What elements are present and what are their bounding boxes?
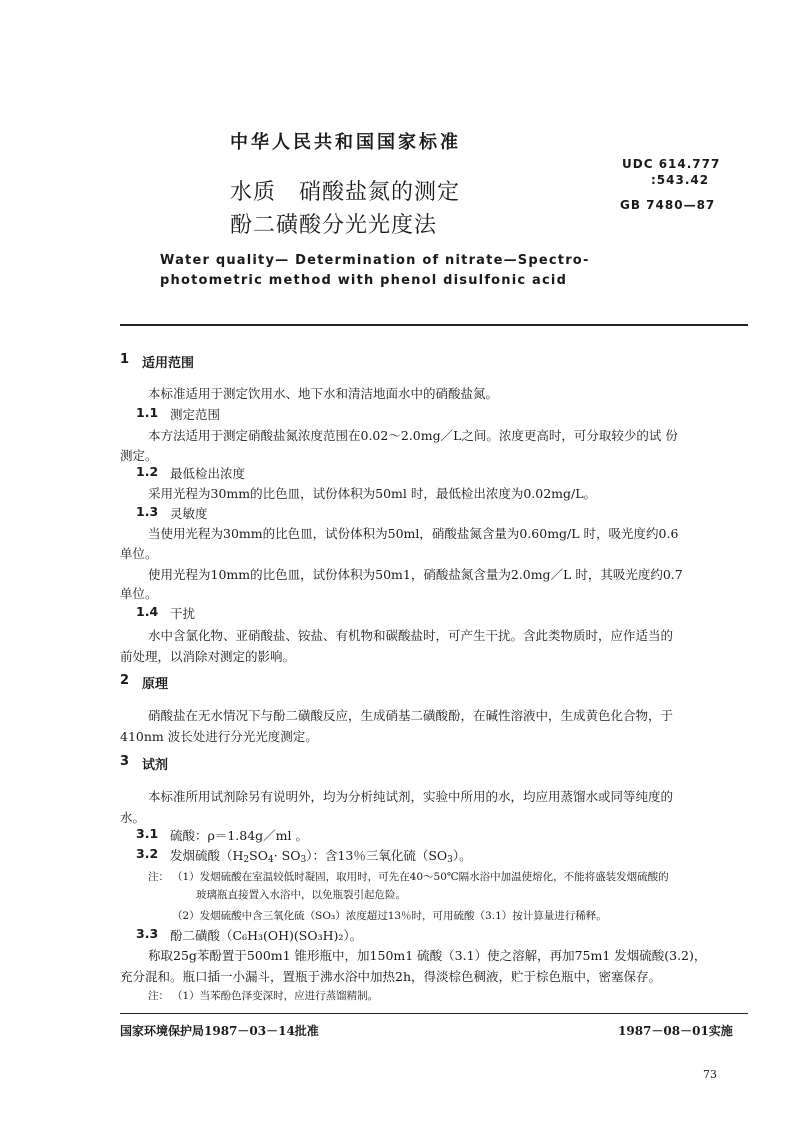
section-3-title: 试剂	[142, 758, 169, 773]
section-1-1-text-line1: 本方法适用于测定硝酸盐氮浓度范围在0.02～2.0mg／L之间。浓度更高时，可分取较少的试 份	[148, 428, 678, 443]
section-1-3-number: 1.3	[136, 504, 159, 519]
section-1-paragraph: 本标准适用于测定饮用水、地下水和清洁地面水中的硝酸盐氮。	[148, 386, 499, 401]
udc-code-line2: :543.42	[651, 173, 710, 187]
section-3-3-text: 酚二磺酸（C₆H₃(OH)(SO₃H)₂）。	[170, 928, 363, 943]
section-3-2-note2: （2）发烟硫酸中含三氧化硫（SO₃）浓度超过13％时，可用硫酸（3.1）按计算量进行稀释。	[172, 910, 607, 922]
section-1-4-number: 1.4	[136, 604, 159, 619]
section-2-number: 2	[120, 673, 130, 688]
section-3-text-line2: 水。	[120, 810, 146, 825]
title-line2: 酚二磺酸分光光度法	[230, 213, 438, 238]
header-divider	[120, 324, 748, 326]
udc-code-line1: UDC 614.777	[622, 157, 721, 171]
section-3-2-number: 3.2	[136, 846, 159, 861]
section-1-1-text-line2: 测定。	[120, 448, 158, 463]
section-1-3-text-line1: 当使用光程为30mm的比色皿，试份体积为50ml，硝酸盐氮含量为0.60mg/L 时，吸光度约0.6	[148, 526, 679, 541]
section-1-2-title: 最低检出浓度	[170, 466, 246, 481]
section-2-text-line2: 410nm 波长处进行分光光度测定。	[120, 729, 318, 744]
section-1-3-text-line2: 单位。	[120, 546, 158, 561]
gb-number: GB 7480—87	[620, 198, 716, 212]
standard-type: 中华人民共和国国家标准	[230, 132, 461, 153]
note-label-2: 注：	[148, 990, 169, 1002]
section-1-3-title: 灵敏度	[170, 506, 208, 521]
section-1-4-text-line2: 前处理，以消除对测定的影响。	[120, 649, 296, 664]
footer-divider	[120, 1013, 748, 1014]
section-3-3-note1: （1）当苯酚色泽变深时，应进行蒸馏精制。	[172, 990, 379, 1002]
section-3-2-note1-line2: 玻璃瓶直接置入水浴中，以免瓶裂引起危险。	[196, 889, 406, 901]
section-1-3-text-line4: 单位。	[120, 586, 158, 601]
english-title-line2: photometric method with phenol disulfonic acid	[160, 273, 568, 288]
section-1-2-text: 采用光程为30mm的比色皿，试份体积为50ml 时，最低检出浓度为0.02mg/L。	[148, 486, 597, 501]
page-number: 73	[703, 1068, 717, 1081]
section-3-3-text-line1: 称取25g苯酚置于500m1 锥形瓶中，加150m1 硫酸（3.1）使之溶解，再加75m1 发烟硫酸(3.2)，	[148, 948, 707, 963]
section-1-4-text-line1: 水中含氯化物、亚硝酸盐、铵盐、有机物和碳酸盐时，可产生干扰。含此类物质时，应作适当的	[148, 628, 674, 643]
section-3-text-line1: 本标准所用试剂除另有说明外，均为分析纯试剂，实验中所用的水，均应用蒸馏水或同等纯度的	[148, 789, 674, 804]
english-title-line1: Water quality— Determination of nitrate—Spectro-	[160, 253, 590, 268]
section-3-1-number: 3.1	[136, 826, 159, 841]
section-1-number: 1	[120, 352, 130, 367]
title-line1: 水质 硝酸盐氮的测定	[230, 180, 461, 205]
section-2-title: 原理	[142, 677, 169, 692]
approval-date: 国家环境保护局1987－03－14批准	[120, 1024, 319, 1038]
section-3-3-text-line2: 充分混和。瓶口插一小漏斗，置瓶于沸水浴中加热2h，得淡棕色稠液，贮于棕色瓶中，密塞保存。	[120, 969, 662, 984]
section-1-1-number: 1.1	[136, 405, 159, 420]
section-3-number: 3	[120, 754, 130, 769]
section-2-text-line1: 硝酸盐在无水情况下与酚二磺酸反应，生成硝基二磺酸酚，在碱性溶液中，生成黄色化合物，于	[148, 708, 674, 723]
section-1-4-title: 干扰	[170, 606, 196, 621]
note-label-1: 注：	[148, 871, 169, 883]
effective-date: 1987－08－01实施	[618, 1024, 733, 1038]
section-3-3-number: 3.3	[136, 926, 159, 941]
section-3-1-text: 硫酸：ρ＝1.84g／ml 。	[170, 828, 309, 843]
section-3-2-note1-line1: （1）发烟硫酸在室温较低时凝固，取用时，可先在40～50℃隔水浴中加温使熔化，不能将盛装发烟硫酸的	[172, 871, 669, 883]
section-1-2-number: 1.2	[136, 464, 159, 479]
section-1-title: 适用范围	[142, 356, 195, 371]
section-1-3-text-line3: 使用光程为10mm的比色皿，试份体积为50m1，硝酸盐氮含量为2.0mg／L 时，其吸光度约0.7	[148, 567, 683, 582]
section-3-2-text: 发烟硫酸$(H_2SO_4\cdot SO_3)$：含13％三氧化硫$(SO_3)$。	[170, 848, 472, 865]
section-1-1-title: 测定范围	[170, 407, 221, 422]
